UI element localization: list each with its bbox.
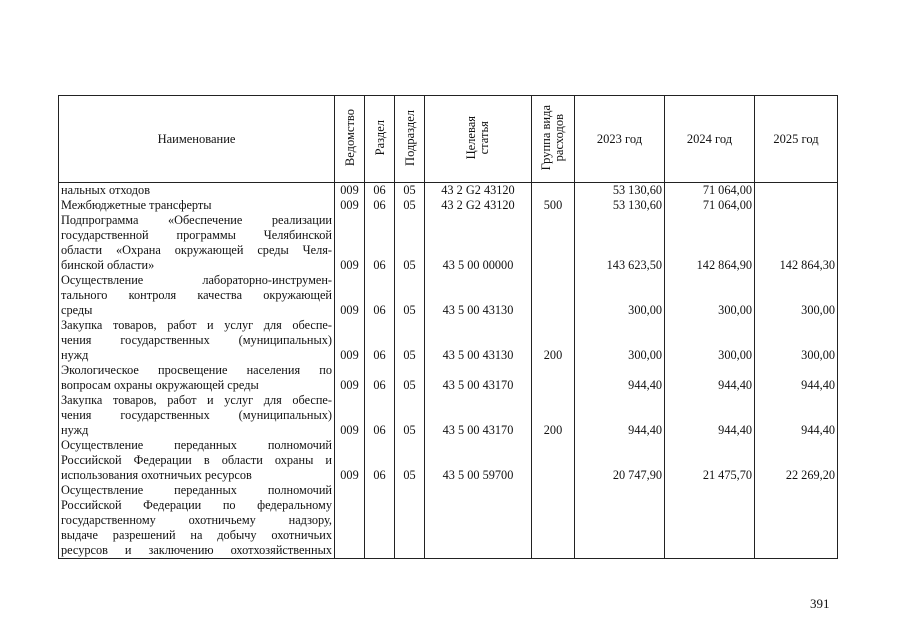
row-section: 06: [365, 273, 395, 318]
table-row: [59, 198, 838, 213]
header-section: Раздел: [365, 96, 395, 183]
table-row: [59, 393, 838, 438]
header-2023: 2023 год: [575, 96, 665, 183]
row-name-line: Российской Федерации по федеральному: [61, 498, 332, 512]
row-name-line: чения государственных (муниципальных): [61, 408, 332, 422]
row-2025: 22 269,20: [755, 438, 838, 483]
row-name-line: Осуществление переданных полномочий: [61, 483, 332, 497]
row-2024: 142 864,90: [665, 213, 755, 273]
row-name-line: использования охотничьих ресурсов: [61, 468, 252, 482]
row-2024: [665, 483, 755, 559]
row-expense-group: [532, 273, 575, 318]
row-2023: 53 130,60: [575, 183, 665, 199]
row-2025: 944,40: [755, 393, 838, 438]
row-target-item: 43 5 00 59700: [425, 438, 532, 483]
row-expense-group: [532, 483, 575, 559]
row-subsection: 05: [395, 318, 425, 363]
row-subsection: 05: [395, 393, 425, 438]
row-target-item: 43 5 00 43130: [425, 318, 532, 363]
row-target-item: 43 2 G2 43120: [425, 183, 532, 199]
row-name-line: Осуществление переданных полномочий: [61, 438, 332, 452]
table-row: [59, 273, 838, 318]
row-ministry: 009: [335, 213, 365, 273]
row-2023: [575, 483, 665, 559]
header-ministry: Ведомство: [335, 96, 365, 183]
row-expense-group: 200: [532, 393, 575, 438]
row-name: [59, 393, 335, 438]
row-2023: 300,00: [575, 273, 665, 318]
row-name: [59, 273, 335, 318]
row-name-line: выдаче разрешений на добычу охотничьих: [61, 528, 332, 542]
row-2024: 21 475,70: [665, 438, 755, 483]
row-target-item: 43 5 00 43170: [425, 363, 532, 393]
row-name: [59, 438, 335, 483]
row-expense-group: 200: [532, 318, 575, 363]
row-2025: 944,40: [755, 363, 838, 393]
row-name-line: бинской области»: [61, 258, 155, 272]
row-name: [59, 213, 335, 273]
row-name-line: нужд: [61, 423, 89, 437]
row-expense-group: [532, 363, 575, 393]
row-section: 06: [365, 213, 395, 273]
row-subsection: 05: [395, 183, 425, 199]
row-2024: 300,00: [665, 273, 755, 318]
row-2025: 300,00: [755, 273, 838, 318]
row-section: 06: [365, 438, 395, 483]
row-expense-group: [532, 213, 575, 273]
row-2023: 944,40: [575, 393, 665, 438]
row-subsection: 05: [395, 363, 425, 393]
row-section: [365, 483, 395, 559]
row-name: [59, 363, 335, 393]
row-name-line: области «Охрана окружающей среды Челя-: [61, 243, 332, 257]
row-name-line: Осуществление лабораторно-инструмен-: [61, 273, 332, 287]
row-name: [59, 198, 335, 213]
header-subsection: Подраздел: [395, 96, 425, 183]
row-ministry: 009: [335, 393, 365, 438]
header-target-item: Целевая статья: [425, 96, 532, 183]
row-subsection: [395, 483, 425, 559]
row-expense-group: [532, 438, 575, 483]
row-name-line: Подпрограмма «Обеспечение реализации: [61, 213, 332, 227]
row-name-line: нальных отходов: [61, 183, 151, 197]
header-expense-group: Группа вида расходов: [532, 96, 575, 183]
row-ministry: 009: [335, 438, 365, 483]
header-2025: 2025 год: [755, 96, 838, 183]
row-2025: 300,00: [755, 318, 838, 363]
row-target-item: 43 5 00 43130: [425, 273, 532, 318]
budget-table: [58, 95, 838, 559]
row-2024: 71 064,00: [665, 198, 755, 213]
row-2024: 944,40: [665, 393, 755, 438]
table-row: [59, 438, 838, 483]
row-name-line: среды: [61, 303, 93, 317]
header-name: Наименование: [59, 96, 335, 183]
row-name-line: вопросам охраны окружающей среды: [61, 378, 259, 392]
row-target-item: 43 2 G2 43120: [425, 198, 532, 213]
row-2025: 142 864,30: [755, 213, 838, 273]
page-number: 391: [810, 596, 830, 611]
row-section: 06: [365, 393, 395, 438]
row-subsection: 05: [395, 438, 425, 483]
row-name-line: ресурсов и заключению охотхозяйственных: [61, 543, 332, 557]
row-2024: 300,00: [665, 318, 755, 363]
row-2023: 20 747,90: [575, 438, 665, 483]
row-section: 06: [365, 363, 395, 393]
row-name-line: государственному охотничьему надзору,: [61, 513, 332, 527]
row-section: 06: [365, 183, 395, 199]
row-ministry: 009: [335, 198, 365, 213]
row-name-line: Российской Федерации в области охраны и: [61, 453, 332, 467]
row-section: 06: [365, 318, 395, 363]
row-2025: [755, 483, 838, 559]
row-ministry: 009: [335, 363, 365, 393]
row-name-line: чения государственных (муниципальных): [61, 333, 332, 347]
row-name-line: Закупка товаров, работ и услуг для обеспе-: [61, 393, 332, 407]
row-name: [59, 183, 335, 199]
row-target-item: 43 5 00 00000: [425, 213, 532, 273]
row-expense-group: 500: [532, 198, 575, 213]
table-body: [59, 183, 838, 559]
row-2023: 53 130,60: [575, 198, 665, 213]
table-row: [59, 183, 838, 199]
row-ministry: [335, 483, 365, 559]
row-subsection: 05: [395, 213, 425, 273]
row-name-line: государственной программы Челябинской: [61, 228, 332, 242]
row-section: 06: [365, 198, 395, 213]
row-name: [59, 483, 335, 559]
row-name-line: Межбюджетные трансферты: [61, 198, 212, 212]
table-header-row: [59, 96, 838, 183]
row-ministry: 009: [335, 318, 365, 363]
row-expense-group: [532, 183, 575, 199]
row-subsection: 05: [395, 198, 425, 213]
row-name-line: тального контроля качества окружающей: [61, 288, 332, 302]
row-2025: [755, 183, 838, 199]
row-2023: 143 623,50: [575, 213, 665, 273]
table-row: [59, 483, 838, 559]
row-ministry: 009: [335, 183, 365, 199]
table-row: [59, 213, 838, 273]
row-2023: 300,00: [575, 318, 665, 363]
header-2024: 2024 год: [665, 96, 755, 183]
row-name: [59, 318, 335, 363]
row-name-line: нужд: [61, 348, 89, 362]
row-ministry: 009: [335, 273, 365, 318]
row-target-item: [425, 483, 532, 559]
row-subsection: 05: [395, 273, 425, 318]
row-name-line: Экологическое просвещение населения по: [61, 363, 332, 377]
row-2023: 944,40: [575, 363, 665, 393]
row-2025: [755, 198, 838, 213]
row-2024: 944,40: [665, 363, 755, 393]
row-name-line: Закупка товаров, работ и услуг для обеспе-: [61, 318, 332, 332]
row-2024: 71 064,00: [665, 183, 755, 199]
row-target-item: 43 5 00 43170: [425, 393, 532, 438]
table-row: [59, 363, 838, 393]
table-row: [59, 318, 838, 363]
